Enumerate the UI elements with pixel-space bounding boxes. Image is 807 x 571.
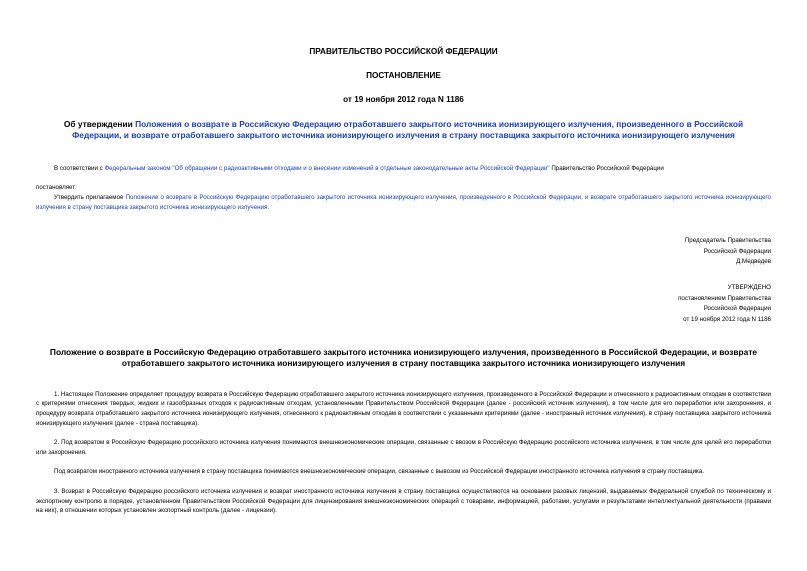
preamble-suffix: Правительство Российской Федерации <box>549 164 664 172</box>
section-3: 3. Возврат в Российскую Федерацию российского источника излучения и возврат иностранного источника излучения в страну поставщика осуществляются на основании разовых лицензий, выдаваемых Федеральной службой по техническому и экспортному контролю в порядке, установленном Правительством Российской Федерации для лицензирования внешнеэкономических операций с товарами, информацией, работами, услугами и результатами интеллектуальной деятельности (правами на них), в отношении которых установлен экспортный контроль (далее - лицензии). <box>36 488 771 515</box>
resolves-label: постановляет: <box>36 184 77 192</box>
signature-block <box>36 236 771 267</box>
document-page <box>36 0 771 516</box>
resolves-paragraph <box>36 193 771 212</box>
section-2: 2. Под возвратом в Российскую Федерацию российского источника излучения понимаются внешнеэкономические операции, связанные с ввозом в Российскую Федерацию российского источника излучения, в том числе для целей его переработки или захоронения. <box>36 439 771 456</box>
approved-country: Российской Федерации <box>703 305 771 313</box>
approved-label: УТВЕРЖДЕНО <box>727 284 771 292</box>
approved-date: от 19 ноября 2012 года N 1186 <box>683 315 771 323</box>
signature-country: Российской Федерации <box>703 247 771 255</box>
section-1: 1. Настоящее Положение определяет процедуру возврата в Российскую Федерацию отработавшего закрытого источника ионизирующего излучения, произведенного в Российской Федерации и отнесенного к радиоактивным отходам в соответствии с критериями отнесения твердых, жидких и газообразных отходов к радиоактивным отходам, установленными Правительством Российской Федерации (далее - российский источник излучения), в том числе для его переработки или захоронения, и процедуру возврата отработавшего закрытого источника ионизирующего излучения, отнесенного к радиоактивным отходам в соответствии с указанными критериями (далее - иностранный источник излучения), в страну поставщика закрытого источника ионизирующего излучения (далее - страна поставщика). <box>36 390 771 427</box>
signature-name: Д.Медведев <box>736 258 771 265</box>
government-heading: ПРАВИТЕЛЬСТВО РОССИЙСКОЙ ФЕДЕРАЦИИ <box>309 47 498 56</box>
decree-title <box>42 119 765 142</box>
decree-date: от 19 ноября 2012 года N 1186 <box>343 95 464 104</box>
approved-regulation-link[interactable]: Положение о возврате в Российскую Федерацию отработавшего закрытого источника ионизирующего излучения, произведенного в Российской Федерации, и возврате отработавшего закрытого источника ионизирующего излучения в страну поставщика закрытого источника ионизирующего излучения <box>36 194 771 211</box>
resolves-suffix: . <box>267 203 270 211</box>
preamble-paragraph <box>36 164 771 174</box>
resolves-prefix: Утвердить прилагаемое <box>54 194 126 201</box>
section-2-continued: Под возвратом иностранного источника излучения в страну поставщика понимаются внешнеэкономические операции, связанные с вывозом из Российской Федерации иностранного источника излучения в страну поставщика. <box>54 468 705 476</box>
approved-by: постановлением Правительства <box>678 294 771 302</box>
title-prefix: Об утверждении <box>63 119 136 129</box>
preamble-prefix: В соответствии с <box>54 164 105 172</box>
regulation-title: Положение о возврате в Российскую Федерацию отработавшего закрытого источника ионизирующего излучения, произведенного в Российской Федерации, и возврате отработавшего закрытого источника ионизирующего излучения в страну поставщика закрытого источника ионизирующего излучения <box>49 347 758 369</box>
federal-law-link[interactable]: Федеральным законом "Об обращении с радиоактивными отходами и о внесении изменений в отдельные законодательные акты Российской Федерации" <box>104 164 550 172</box>
regulation-link[interactable]: Положения о возврате в Российскую Федерацию отработавшего закрытого источника ионизирующего излучения, произведенного в Российской Федерации, и возврате отработавшего закрытого источника ионизирующего излучения в страну поставщика закрытого источника ионизирующего излучения <box>72 119 744 141</box>
decree-heading: ПОСТАНОВЛЕНИЕ <box>366 71 441 80</box>
approved-block <box>36 283 771 325</box>
signature-position: Председатель Правительства <box>684 237 771 245</box>
